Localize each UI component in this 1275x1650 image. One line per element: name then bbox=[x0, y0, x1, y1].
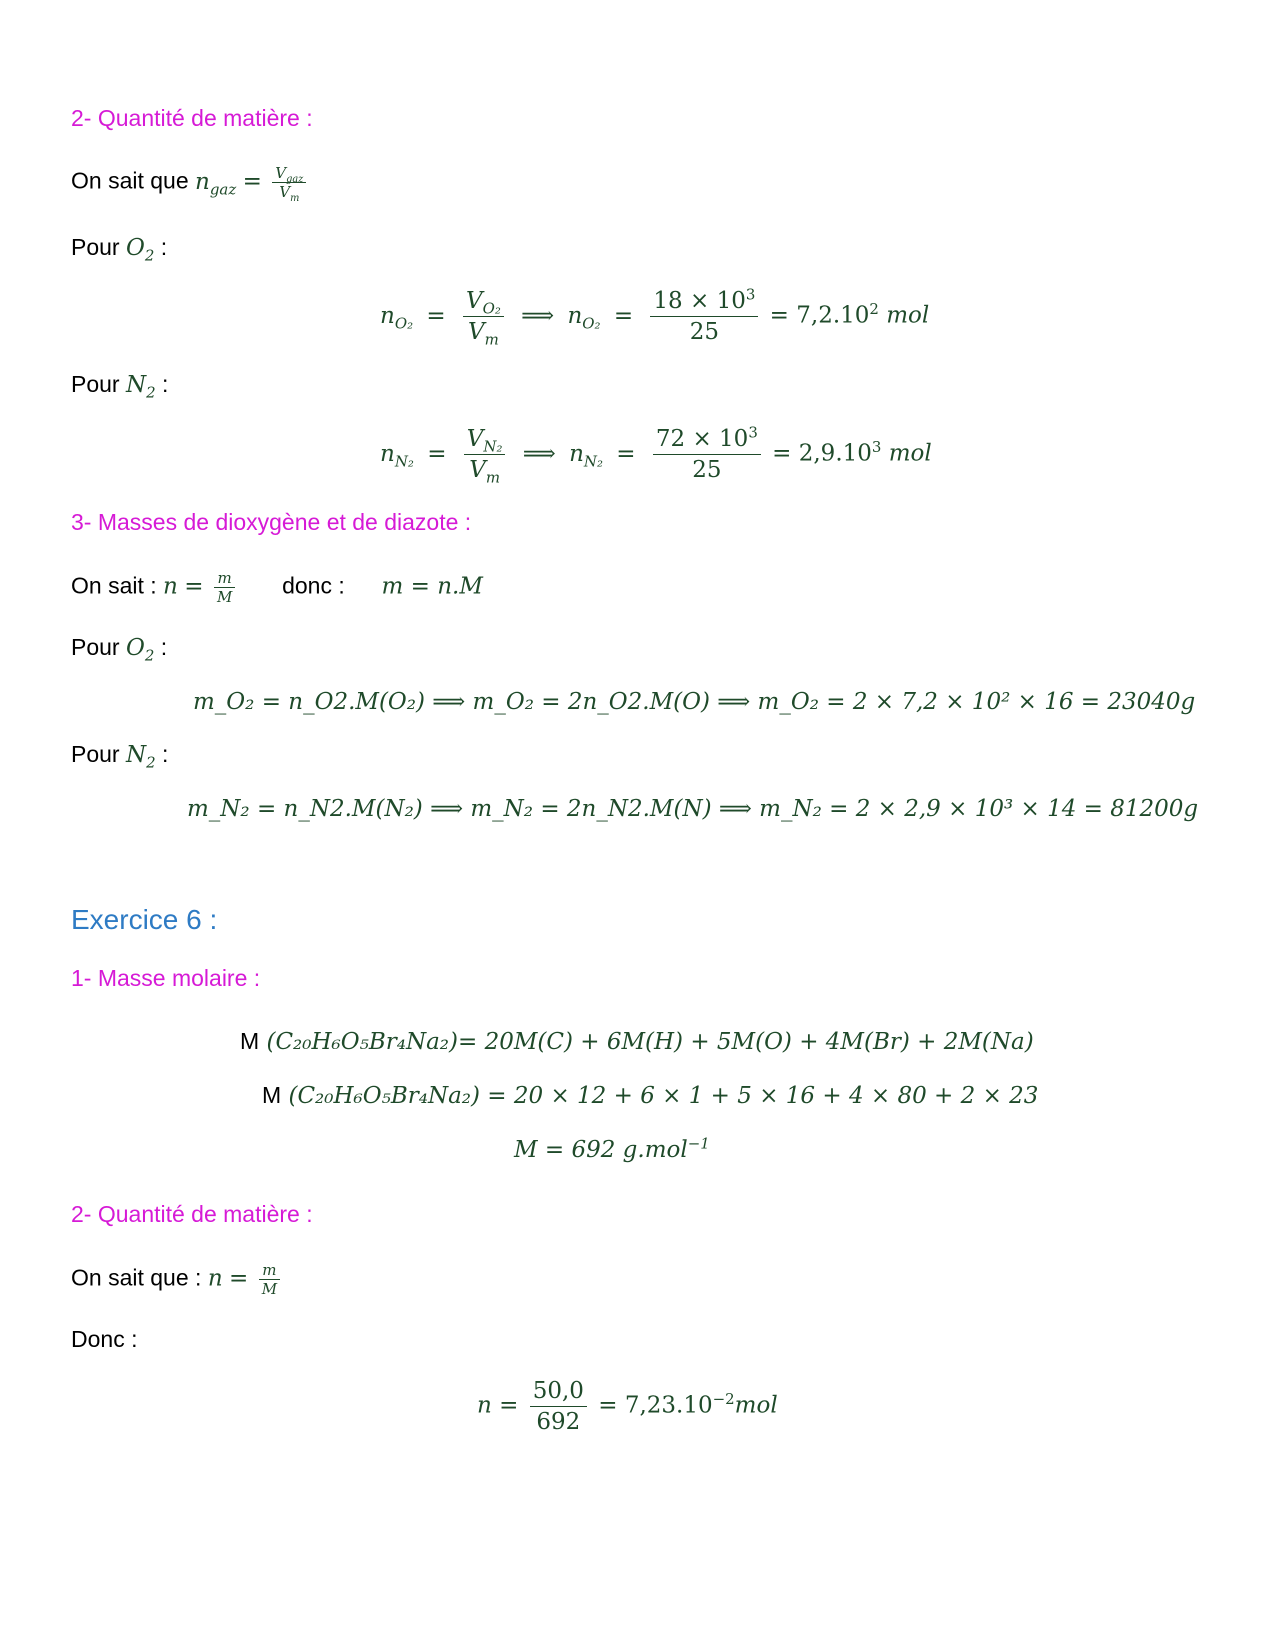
pour-n2-label-2: Pour $N_2$ : bbox=[71, 741, 169, 772]
equation-n-o2: $n_{O_2}$ = $\frac{V_{O_2}}{V_m}$ ⟹ $n_{O_2}$ = $\frac{18 \times 10^3}{25}$ = $7,2.10^2$ mol bbox=[380, 285, 930, 349]
molar-mass-result: M = 692 g.mol$^{-1}$ bbox=[514, 1134, 710, 1163]
vn2-over-vm-fraction: $\frac{V_{N_2}}{V_m}$ bbox=[464, 424, 506, 485]
section-heading-quantite-2: 2- Quantité de matière : bbox=[71, 1201, 313, 1227]
section-heading-masse-molaire: 1- Masse molaire : bbox=[71, 965, 261, 991]
exercise-6-title: Exercice 6 : bbox=[71, 904, 218, 935]
o2-volume-fraction: $\frac{18 \times 10^3}{25}$ bbox=[650, 286, 758, 347]
equation-m-o2: m_O₂ = n_O2.M(O₂) ⟹ m_O₂ = 2n_O2.M(O) ⟹ m_O₂ = 2 × 7,2 × 10² × 16 = 23040g bbox=[193, 689, 1196, 715]
m-over-M-fraction-2: $\frac{m}{M}$ bbox=[259, 1261, 280, 1298]
pour-n2-label: Pour $N_2$ : bbox=[71, 371, 169, 402]
mass-relation-line: On sait : n = $\frac{m}{M}$ donc : m = n.M bbox=[71, 569, 483, 606]
equation-n-n2: $n_{N_2}$ = $\frac{V_{N_2}}{V_m}$ ⟹ $n_{N_2}$ = $\frac{72 \times 10^3}{25}$ = $2,9.10^3$ mol bbox=[380, 423, 932, 487]
n-gaz-symbol: $n_{gaz}$ bbox=[195, 168, 237, 199]
vgaz-over-vm-fraction: $\frac{V_{gaz}}{V_m}$ bbox=[272, 164, 306, 201]
pour-o2-label-2: Pour $O_2$ : bbox=[71, 634, 168, 665]
pour-o2-label: Pour $O_2$ : bbox=[71, 234, 168, 265]
section-heading-quantite-1: 2- Quantité de matière : bbox=[71, 105, 313, 131]
intro-text: On sait que bbox=[71, 167, 189, 194]
donc-label: Donc : bbox=[71, 1326, 138, 1352]
quantity-relation-line: On sait que : n = $\frac{m}{M}$ bbox=[71, 1261, 284, 1298]
mass-over-molar-mass-fraction: $\frac{50,0}{692}$ bbox=[530, 1376, 587, 1437]
molar-mass-formula-line: M (C₂₀H₆O₅Br₄Na₂)= 20M(C) + 6M(H) + 5M(O) + 4M(Br) + 2M(Na) bbox=[240, 1028, 1034, 1055]
gas-formula-line: On sait que $n_{gaz}$ = $\frac{V_{gaz}}{V_m}$ bbox=[71, 164, 310, 201]
m-over-M-fraction: $\frac{m}{M}$ bbox=[214, 569, 235, 606]
quantity-result-equation: n = $\frac{50,0}{692}$ = $7,23.10^{-2}mol$ bbox=[477, 1378, 778, 1435]
molar-mass-values-line: M (C₂₀H₆O₅Br₄Na₂) = 20 × 12 + 6 × 1 + 5 × 16 + 4 × 80 + 2 × 23 bbox=[262, 1082, 1039, 1109]
equation-m-n2: m_N₂ = n_N2.M(N₂) ⟹ m_N₂ = 2n_N2.M(N) ⟹ m_N₂ = 2 × 2,9 × 10³ × 14 = 81200g bbox=[187, 796, 1199, 822]
n2-volume-fraction: $\frac{72 \times 10^3}{25}$ bbox=[653, 424, 761, 485]
m-equals-nM: m = n.M bbox=[381, 573, 483, 600]
vo2-over-vm-fraction: $\frac{V_{O_2}}{V_m}$ bbox=[463, 286, 504, 347]
section-heading-masses: 3- Masses de dioxygène et de diazote : bbox=[71, 509, 472, 535]
